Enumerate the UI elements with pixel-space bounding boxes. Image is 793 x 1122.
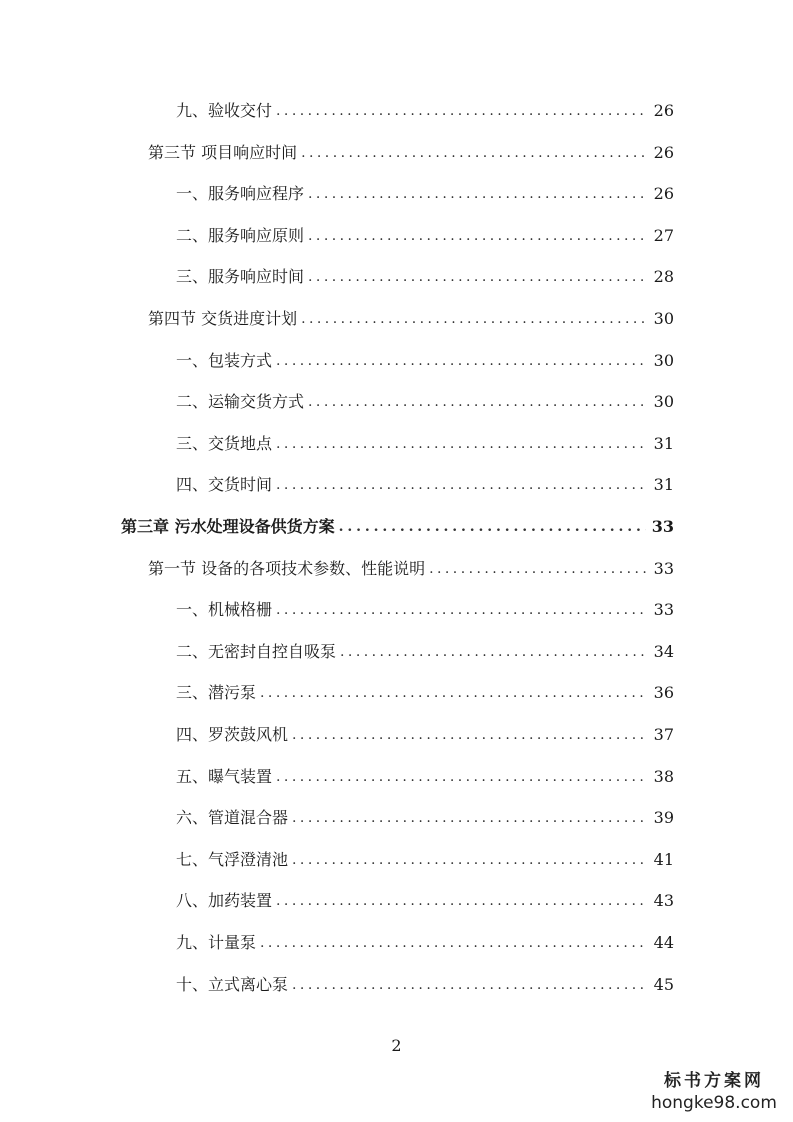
toc-entry[interactable] bbox=[176, 429, 674, 459]
toc-entry-label: 五、曝气装置 bbox=[176, 767, 273, 786]
toc-dot-leader bbox=[276, 886, 648, 916]
toc-dot-leader bbox=[308, 262, 648, 292]
toc-entry-label: 第一节 设备的各项技术参数、性能说明 bbox=[148, 559, 426, 578]
toc-dot-leader bbox=[429, 554, 648, 584]
toc-entry[interactable] bbox=[176, 637, 674, 667]
toc-dot-leader bbox=[339, 512, 646, 542]
toc-entry-label: 四、罗茨鼓风机 bbox=[176, 725, 289, 744]
toc-dot-leader bbox=[340, 637, 648, 667]
toc-entry[interactable] bbox=[148, 554, 674, 584]
toc-dot-leader bbox=[301, 138, 648, 168]
toc-entry-label: 十、立式离心泵 bbox=[176, 975, 289, 994]
toc-entry-label: 第四节 交货进度计划 bbox=[148, 309, 298, 328]
toc-entry[interactable] bbox=[176, 96, 674, 126]
toc-dot-leader bbox=[276, 595, 648, 625]
toc-entry[interactable] bbox=[176, 928, 674, 958]
toc-entry[interactable] bbox=[176, 179, 674, 209]
toc-entry[interactable] bbox=[176, 886, 674, 916]
toc-entry-page: 28 bbox=[653, 267, 674, 286]
toc-entry-label: 六、管道混合器 bbox=[176, 808, 289, 827]
toc-entry[interactable] bbox=[176, 970, 674, 1000]
toc-entry[interactable] bbox=[176, 803, 674, 833]
toc-entry-label: 一、服务响应程序 bbox=[176, 184, 305, 203]
toc-dot-leader bbox=[276, 96, 648, 126]
toc-entry-page: 26 bbox=[653, 101, 674, 120]
toc-dot-leader bbox=[276, 470, 648, 500]
toc-entry-page: 44 bbox=[653, 933, 674, 952]
toc-dot-leader bbox=[276, 346, 648, 376]
toc-entry-page: 38 bbox=[653, 767, 674, 786]
toc-entry-page: 39 bbox=[653, 808, 674, 827]
toc-dot-leader bbox=[292, 720, 648, 750]
toc-entry-page: 33 bbox=[653, 600, 674, 619]
toc-entry-page: 33 bbox=[653, 559, 674, 578]
toc-entry-page: 43 bbox=[653, 891, 674, 910]
toc-entry[interactable] bbox=[176, 678, 674, 708]
toc-entry-page: 36 bbox=[653, 683, 674, 702]
toc-entry[interactable] bbox=[121, 512, 674, 542]
toc-entry[interactable] bbox=[176, 346, 674, 376]
toc-entry-label: 九、计量泵 bbox=[176, 933, 257, 952]
toc-entry-label: 二、无密封自控自吸泵 bbox=[176, 642, 337, 661]
toc-entry[interactable] bbox=[148, 138, 674, 168]
toc-entry[interactable] bbox=[176, 387, 674, 417]
toc-entry-page: 27 bbox=[653, 226, 674, 245]
toc-entry-label: 四、交货时间 bbox=[176, 475, 273, 494]
toc-dot-leader bbox=[276, 429, 648, 459]
toc-dot-leader bbox=[292, 970, 648, 1000]
toc-dot-leader bbox=[292, 845, 648, 875]
toc-entry[interactable] bbox=[176, 470, 674, 500]
toc-entry-page: 30 bbox=[653, 309, 674, 328]
toc-dot-leader bbox=[308, 221, 648, 251]
toc-entry-label: 八、加药装置 bbox=[176, 891, 273, 910]
watermark-logo bbox=[649, 1070, 779, 1114]
toc-entry-label: 二、服务响应原则 bbox=[176, 226, 305, 245]
toc-dot-leader bbox=[301, 304, 648, 334]
toc-entry-label: 一、机械格栅 bbox=[176, 600, 273, 619]
toc-entry-page: 37 bbox=[653, 725, 674, 744]
toc-entry[interactable] bbox=[176, 595, 674, 625]
toc-entry-label: 三、服务响应时间 bbox=[176, 267, 305, 286]
toc-entry[interactable] bbox=[176, 845, 674, 875]
toc-dot-leader bbox=[292, 803, 648, 833]
toc-dot-leader bbox=[308, 387, 648, 417]
watermark-url: hongke98.com bbox=[651, 1093, 777, 1113]
toc-entry-label: 第三章 污水处理设备供货方案 bbox=[121, 517, 335, 536]
toc-entry[interactable] bbox=[176, 762, 674, 792]
toc-entry[interactable] bbox=[176, 221, 674, 251]
toc-entry[interactable] bbox=[148, 304, 674, 334]
toc-entry-label: 三、交货地点 bbox=[176, 434, 273, 453]
toc-entry-page: 26 bbox=[653, 143, 674, 162]
toc-entry-label: 三、潜污泵 bbox=[176, 683, 257, 702]
toc-entry-page: 30 bbox=[653, 351, 674, 370]
toc-entry[interactable] bbox=[176, 720, 674, 750]
toc-entry[interactable] bbox=[176, 262, 674, 292]
toc-entry-page: 33 bbox=[651, 517, 674, 536]
watermark-name: 标书方案网 bbox=[664, 1071, 764, 1091]
page-number: 2 bbox=[391, 1036, 402, 1055]
toc-entry-label: 一、包装方式 bbox=[176, 351, 273, 370]
toc-entry-page: 26 bbox=[653, 184, 674, 203]
toc-entry-label: 九、验收交付 bbox=[176, 101, 273, 120]
toc-dot-leader bbox=[308, 179, 648, 209]
toc-dot-leader bbox=[276, 762, 648, 792]
toc-entry-page: 34 bbox=[653, 642, 674, 661]
toc-entry-page: 31 bbox=[653, 434, 674, 453]
toc-entry-page: 30 bbox=[653, 392, 674, 411]
toc-entry-label: 第三节 项目响应时间 bbox=[148, 143, 298, 162]
toc-dot-leader bbox=[260, 678, 648, 708]
toc-entry-page: 41 bbox=[653, 850, 674, 869]
toc-entry-page: 31 bbox=[653, 475, 674, 494]
toc-dot-leader bbox=[260, 928, 648, 958]
toc-entry-label: 七、气浮澄清池 bbox=[176, 850, 289, 869]
toc-entry-page: 45 bbox=[653, 975, 674, 994]
toc-entry-label: 二、运输交货方式 bbox=[176, 392, 305, 411]
